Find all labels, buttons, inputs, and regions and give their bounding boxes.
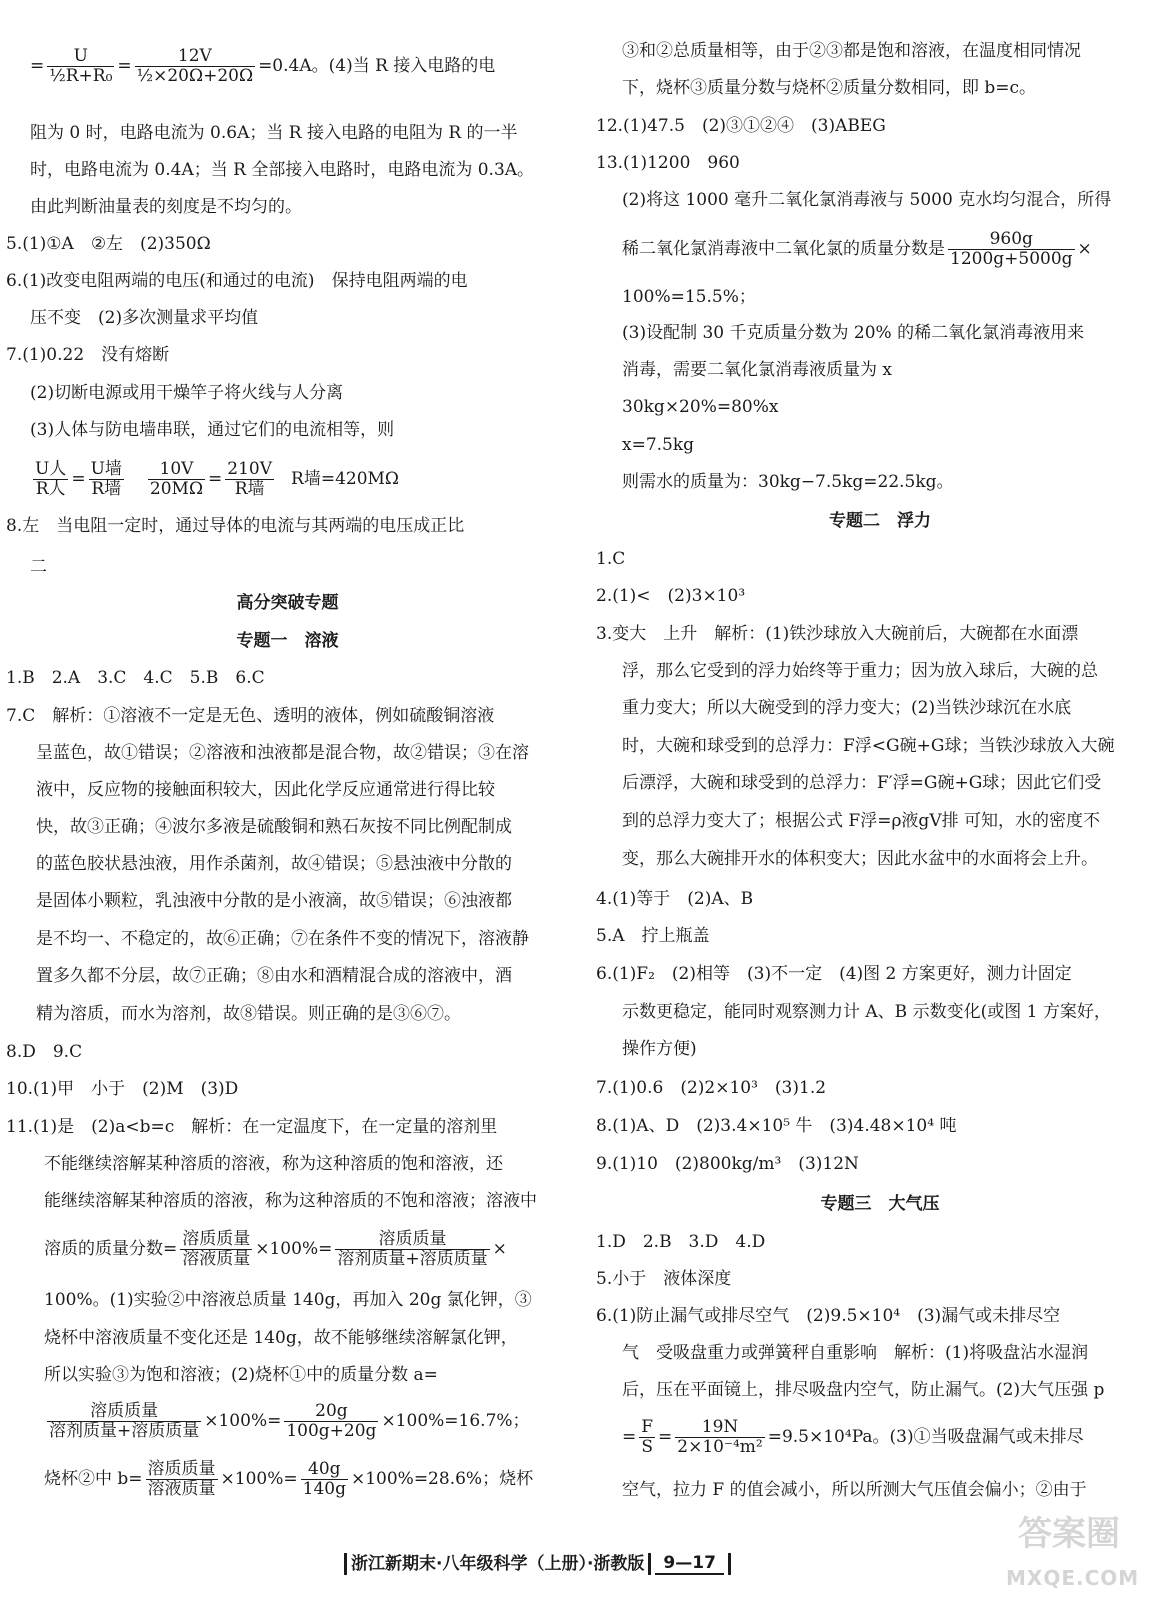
text-line: 液中，反应物的接触面积较大，因此化学反应通常进行得比较 [36,780,495,800]
fraction [47,47,114,86]
formula-line [44,1398,530,1444]
section-heading: 高分突破专题 [236,593,339,613]
numerator: 溶质质量 [47,1402,201,1422]
fraction [335,1230,489,1269]
answer-line: 12.(1)47.5 (2)③①②④ (3)ABEG [596,116,886,136]
text: × [1077,238,1092,259]
text-line: 空气，拉力 F 的值会减小，所以所测大气压值会偏小；②由于 [622,1480,1087,1500]
denominator: ½×20Ω+20Ω [136,65,254,86]
denominator: R墙 [234,478,265,499]
text-line: 时，电路电流为 0.4A；当 R 全部接入电路时，电路电流为 0.3A。 [30,160,535,180]
fraction [225,460,274,499]
answer-line: 4.(1)等于 (2)A、B [596,889,754,909]
text-line: 下，烧杯③质量分数与烧杯②质量分数相同，即 b=c。 [622,78,1037,98]
fraction [135,47,255,86]
text-line: 操作方便) [622,1039,697,1059]
formula-line [622,1414,1084,1460]
answer-line: 6.(1)F₂ (2)相等 (3)不一定 (4)图 2 方案更好，测力计固定 [596,964,1072,984]
numerator: 10V [148,460,205,480]
fraction [284,1402,378,1441]
formula-line [44,1456,533,1502]
fraction [301,1460,348,1499]
text: = [71,468,86,489]
page-number: 9—17 [655,1554,724,1575]
formula-line [30,456,399,502]
footer-title: 浙江新期末·八年级科学（上册）·浙教版 [351,1553,645,1574]
denominator: 1200g+5000g [950,248,1073,269]
text-line: 则需水的质量为：30kg−7.5kg=22.5kg。 [622,472,954,492]
text-line: 精为溶质，而水为溶剂，故⑧错误。则正确的是③⑥⑦。 [36,1004,461,1024]
answer-line: 8.(1)A、D (2)3.4×10⁵ 牛 (3)4.48×10⁴ 吨 [596,1116,957,1136]
text-line: (2)切断电源或用干燥竿子将火线与人分离 [30,383,344,403]
denominator: 溶液质量 [182,1248,251,1269]
text-line: 气 受吸盘重力或弹簧秤自重影响 解析：(1)将吸盘沾水湿润 [622,1343,1089,1363]
text: R墙=420MΩ [291,468,400,489]
answer-line: 1.C [596,549,626,569]
answer-line: 8.D 9.C [6,1042,83,1062]
fraction [146,1460,218,1499]
numerator: 溶质质量 [182,1228,251,1249]
numerator: 19N [675,1418,764,1438]
denominator: 100g+20g [286,1420,377,1441]
text: = [622,1426,637,1447]
text: ×100%= [220,1468,298,1489]
denominator: R人 [35,478,66,499]
denominator: 140g [302,1478,346,1499]
text-line: 二 [30,557,47,577]
text-line: 时，大碗和球受到的总浮力：F浮<G碗+G球；当铁沙球放入大碗 [622,736,1115,756]
text: = [117,55,132,76]
fraction [47,1402,201,1441]
text: ×100%= [204,1410,282,1431]
answer-line: 5.A 拧上瓶盖 [596,926,710,946]
answer-line: 3.变大 上升 解析：(1)铁沙球放入大碗前后，大碗都在水面漂 [596,624,1079,644]
text: 烧杯②中 b= [44,1468,143,1489]
text: 稀二氧化氯消毒液中二氧化氯的质量分数是 [622,238,945,259]
fraction [180,1230,252,1269]
section-heading: 专题三 大气压 [820,1194,940,1214]
text-line: 所以实验③为饱和溶液；(2)烧杯①中的质量分数 a= [44,1365,438,1385]
answer-line: 7.(1)0.22 没有熔断 [6,345,170,365]
fraction [33,460,68,499]
text-line: 置多久都不分层，故⑦正确；⑧由水和酒精混合成的溶液中，酒 [36,966,512,986]
denominator: R墙 [91,478,122,499]
text: =0.4A。(4)当 R 接入电路的电 [258,55,496,76]
text: = [208,468,223,489]
numerator: 210V [227,458,273,479]
text: = [658,1426,673,1447]
footer-bar [728,1553,731,1575]
answer-line: 2.(1)< (2)3×10³ [596,586,746,606]
footer-bar [648,1553,651,1575]
text: = [30,55,45,76]
text: ×100%=16.7%； [381,1410,530,1431]
text-line: 烧杯中溶液质量不变化还是 140g，故不能够继续溶解氯化钾， [44,1328,518,1348]
numerator: 20g [284,1402,378,1422]
numerator: F [641,1416,654,1437]
text-line: 后漂浮，大碗和球受到的总浮力：F′浮=G碗+G球；因此它们受 [622,773,1102,793]
answer-line: 6.(1)改变电阻两端的电压(和通过的电流) 保持电阻两端的电 [6,271,468,291]
denominator: 20MΩ [149,478,204,499]
answer-line: 6.(1)防止漏气或排尽空气 (2)9.5×10⁴ (3)漏气或未排尽空 [596,1306,1061,1326]
text-line: 呈蓝色，故①错误；②溶液和浊液都是混合物，故②错误；③在溶 [36,743,529,763]
text-line: (3)设配制 30 千克质量分数为 20% 的稀二氧化氯消毒液用来 [622,323,1085,343]
text: ×100%=28.6%；烧杯 [350,1468,534,1489]
text-line: 是固体小颗粒，乳浊液中分散的是小液滴，故⑤错误；⑥浊液都 [36,891,512,911]
watermark-url: MXQE.COM [1006,1566,1140,1590]
answer-line: 1.B 2.A 3.C 4.C 5.B 6.C [6,668,265,688]
text-line: 100%=15.5%； [622,287,756,307]
answer-line: 8.左 当电阻一定时，通过导体的电流与其两端的电压成正比 [6,516,465,536]
answer-line: 5.(1)①A ②左 (2)350Ω [6,234,211,254]
text-line: 变，那么大碗排开水的体积变大；因此水盆中的水面将会上升。 [622,849,1098,869]
numerator: U人 [35,458,67,479]
text-line: 100%。(1)实验②中溶液总质量 140g，再加入 20g 氯化钾，③ [44,1290,532,1310]
answer-line: 10.(1)甲 小于 (2)M (3)D [6,1079,239,1099]
section-heading: 专题二 浮力 [829,511,931,531]
fraction [675,1418,764,1457]
text-line: 是不均一、不稳定的，故⑥正确；⑦在条件不变的情况下，溶液静 [36,929,529,949]
watermark-text: 答案圈 [1018,1514,1120,1554]
text-line: 能继续溶解某种溶质的溶液，称为这种溶质的不饱和溶液；溶液中 [44,1191,537,1211]
answer-line: 13.(1)1200 960 [596,153,740,173]
text-line: 压不变 (2)多次测量求平均值 [30,308,259,328]
text-line: 阻为 0 时，电路电流为 0.6A；当 R 接入电路的电阻为 R 的一半 [30,123,518,143]
text-line: (2)将这 1000 毫升二氧化氯消毒液与 5000 克水均匀混合，所得 [622,190,1112,210]
section-heading: 专题一 溶液 [236,631,339,651]
text: 溶质的质量分数= [44,1238,178,1259]
numerator: 12V [135,47,255,67]
text: × [492,1238,507,1259]
answer-line: 1.D 2.B 3.D 4.D [596,1232,766,1252]
text-line: 浮，那么它受到的浮力始终等于重力；因为放入球后，大碗的总 [622,661,1098,681]
denominator: 2×10⁻⁴m² [677,1436,763,1457]
denominator: 溶剂质量+溶质质量 [49,1420,200,1441]
watermark-logo [996,1514,1161,1595]
denominator: ½R+R₀ [49,65,113,86]
text-line: 重力变大；所以大碗受到的浮力变大；(2)当铁沙球沉在水底 [622,698,1072,718]
denominator: 溶液质量 [147,1478,216,1499]
text-line: 30kg×20%=80%x [622,397,779,417]
answer-line: 7.(1)0.6 (2)2×10³ (3)1.2 [596,1078,827,1098]
numerator: 40g [301,1460,348,1480]
numerator: 溶质质量 [147,1458,216,1479]
numerator: 960g [948,230,1075,250]
page-footer [340,1552,735,1576]
numerator: U墙 [90,458,122,479]
text-line: 到的总浮力变大了；根据公式 F浮=ρ液gV排 可知，水的密度不 [622,811,1100,831]
numerator: 溶质质量 [335,1230,489,1250]
text: ×100%= [255,1238,333,1259]
denominator: S [641,1436,653,1457]
text-line: 示数更稳定，能同时观察测力计 A、B 示数变化(或图 1 方案好， [622,1002,1111,1022]
text-line: 快，故③正确；④波尔多液是硫酸铜和熟石灰按不同比例配制成 [36,817,512,837]
formula-line [622,226,1092,272]
numerator: U [47,47,114,67]
answer-line: 5.小于 液体深度 [596,1269,732,1289]
text-line: ③和②总质量相等，由于②③都是饱和溶液，在温度相同情况 [622,41,1081,61]
answer-line: 11.(1)是 (2)a<b=c 解析：在一定温度下，在一定量的溶剂里 [6,1117,498,1137]
denominator: 溶剂质量+溶质质量 [337,1248,488,1269]
text-line: 由此判断油量表的刻度是不均匀的。 [30,197,302,217]
text-line: 后，压在平面镜上，排尽吸盘内空气，防止漏气。(2)大气压强 p [622,1380,1105,1400]
answer-line: 7.C 解析：①溶液不一定是无色、透明的液体，例如硫酸铜溶液 [6,706,495,726]
formula-line [44,1226,507,1272]
text: =9.5×10⁴Pa。(3)①当吸盘漏气或未排尽 [767,1426,1084,1447]
text-line: 的蓝色胶状悬浊液，用作杀菌剂，故④错误；⑤悬浊液中分散的 [36,854,512,874]
text-line: 消毒，需要二氧化氯消毒液质量为 x [622,360,892,380]
fraction [639,1418,655,1457]
answer-line: 9.(1)10 (2)800kg/m³ (3)12N [596,1154,859,1174]
text-line: 不能继续溶解某种溶质的溶液，称为这种溶质的饱和溶液，还 [44,1154,503,1174]
fraction [948,230,1075,269]
text-line: (3)人体与防电墙串联，通过它们的电流相等，则 [30,420,395,440]
formula-line [30,44,495,88]
text-line: x=7.5kg [622,435,695,455]
fraction [148,460,205,499]
footer-bar [344,1553,347,1575]
fraction [89,460,124,499]
